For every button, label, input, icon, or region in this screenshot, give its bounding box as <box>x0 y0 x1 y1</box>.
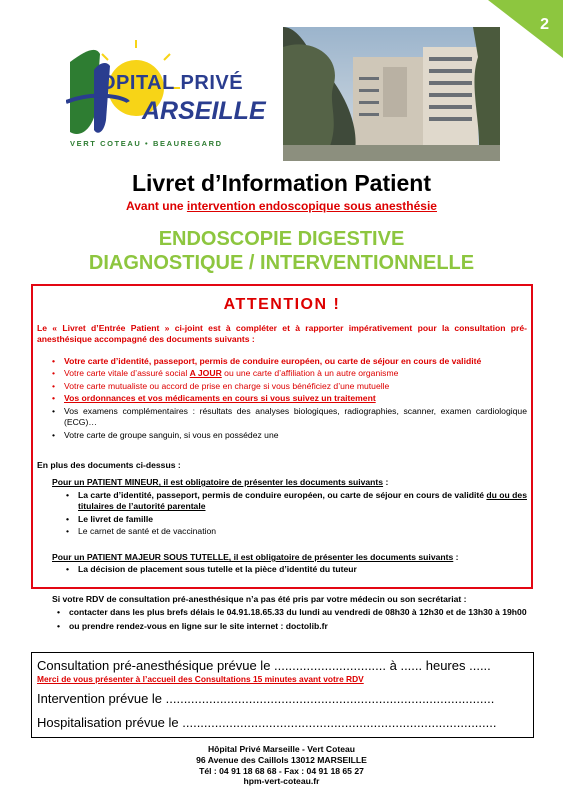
section-heading-line1: ENDOSCOPIE DIGESTIVE <box>158 228 405 250</box>
list-item: • Le carnet de santé et de vaccination <box>51 526 527 537</box>
attention-intro: Le « Livret d’Entrée Patient » ci-joint est à compléter et à rapporter impérativement pour la consultation pré-anesthésique accompagné des documents suivants : <box>37 323 527 344</box>
list-item: • ou prendre rendez-vous en ligne sur le site internet : doctolib.fr <box>55 621 530 632</box>
additional-docs-label: En plus des documents ci-dessus : <box>37 460 181 470</box>
attention-title: ATTENTION ! <box>223 296 341 313</box>
hospitalisation-date-field[interactable]: Hospitalisation prévue le ....................................................................................... <box>37 715 497 730</box>
footer-street: 96 Avenue des Caillols 13012 MARSEILLE <box>196 754 367 765</box>
footer-phone-fax: Tél : 04 91 18 68 68 - Fax : 04 91 18 65 27 <box>199 765 364 776</box>
appointment-intro: Si votre RDV de consultation pré-anesthésique n’a pas été pris par votre médecin ou son secrétariat : <box>52 594 467 604</box>
consultation-date-field[interactable]: Consultation pré-anesthésique prévue le ............................... à ...... heures ...... <box>37 658 491 673</box>
list-item: • Votre carte de groupe sanguin, si vous en possédez une <box>37 430 527 441</box>
footer-hospital-name: Hôpital Privé Marseille - Vert Coteau <box>207 744 356 754</box>
page-subtitle: Avant une intervention endoscopique sous anesthésie <box>126 199 437 213</box>
list-item: • contacter dans les plus brefs délais le 04.91.18.65.33 du lundi au vendredi de 08h30 à 12h30 et de 13h30 à 19h00 <box>55 607 530 618</box>
appointment-options-list <box>55 607 530 635</box>
list-item: • Votre carte vitale d’assuré social A JOUR ou une carte d’affiliation à un autre organisme <box>37 368 527 379</box>
minor-patient-heading: Pour un PATIENT MINEUR, il est obligatoire de présenter les documents suivants : <box>52 477 389 487</box>
appointment-form-box <box>31 652 534 738</box>
list-item: • Votre carte mutualiste ou accord de prise en charge si vous bénéficiez d’une mutuelle <box>37 381 527 392</box>
guardianship-documents-list <box>51 564 527 576</box>
required-documents-list <box>37 356 527 442</box>
arrival-note: Merci de vous présenter à l’accueil des Consultations 15 minutes avant votre RDV <box>37 674 364 684</box>
footer-website: hpm-vert-coteau.fr <box>243 776 320 787</box>
logo-line2: ARSEILLE <box>142 97 266 125</box>
list-item: • La carte d’identité, passeport, permis de conduire européen, ou carte de séjour en cours de validité du ou des titulaires de l’autorité parentale <box>51 490 527 513</box>
page-number: 2 <box>540 16 549 33</box>
list-item: • Vos ordonnances et vos médicaments en cours si vous suivez un traitement <box>37 393 527 404</box>
list-item: • Le livret de famille <box>51 514 527 525</box>
logo-line1: OPITAL PRIVÉ <box>100 72 244 94</box>
list-item: • La décision de placement sous tutelle et la pièce d’identité du tuteur <box>51 564 527 575</box>
guardianship-patient-heading: Pour un PATIENT MAJEUR SOUS TUTELLE, il est obligatoire de présenter les documents suivants : <box>52 552 459 562</box>
section-heading-line2: DIAGNOSTIQUE / INTERVENTIONNELLE <box>88 252 475 274</box>
intervention-date-field[interactable]: Intervention prévue le ........................................................................................... <box>37 691 495 706</box>
list-item: • Vos examens complémentaires : résultats des analyses biologiques, radiographies, scanner, examen cardiologique (ECG)… <box>37 406 527 429</box>
list-item: • Votre carte d’identité, passeport, permis de conduire européen, ou carte de séjour en cours de validité <box>37 356 527 367</box>
hospital-building-photo <box>283 27 500 161</box>
minor-documents-list <box>51 490 527 539</box>
footer-address <box>0 744 563 787</box>
page-title: Livret d’Information Patient <box>131 170 432 196</box>
attention-box <box>31 284 533 589</box>
logo-subtitle: VERT COTEAU • BEAUREGARD <box>70 139 223 148</box>
subtitle-underlined: intervention endoscopique sous anesthésie <box>186 199 437 213</box>
